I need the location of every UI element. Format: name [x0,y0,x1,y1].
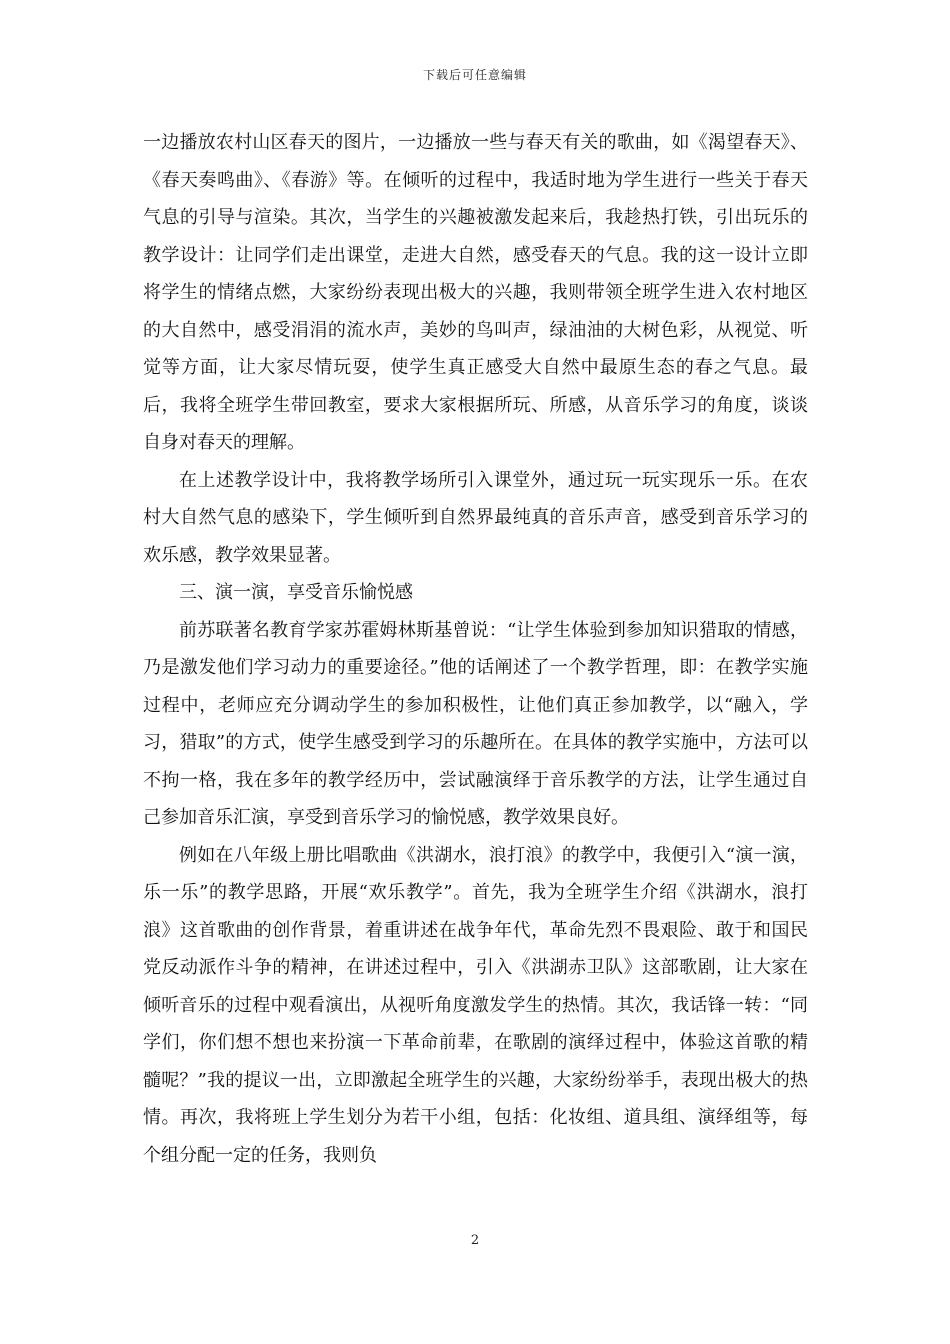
section-heading: 三、演一演，享受音乐愉悦感 [179,582,413,603]
paragraph-1: 一边播放农村山区春天的图片，一边播放一些与春天有关的歌曲，如《渴望春天》、《春天奏鸣曲》、《春游》等。在倾听的过程中，我适时地为学生进行一些关于春天气息的引导与渲染。其次，当学生的兴趣被激发起来后，我趁热打铁，引出玩乐的教学设计：让同学们走出课堂，走进大自然，感受春天的气息。我的这一设计立即将学生的情绪点燃，大家纷纷表现出极大的兴趣，我则带领全班学生进入农村地区的大自然中，感受涓涓的流水声，美妙的鸟叫声，绿油油的大树色彩，从视觉、听觉等方面，让大家尽情玩耍，使学生真正感受大自然中最原生态的春之气息。最后，我将全班学生带回教室，要求大家根据所玩、所感，从音乐学习的角度，谈谈自身对春天的理解。 [143,132,808,453]
paragraph-2: 在上述教学设计中，我将教学场所引入课堂外，通过玩一玩实现乐一乐。在农村大自然气息的感染下，学生倾听到自然界最纯真的音乐声音，感受到音乐学习的欢乐感，教学效果显著。 [143,469,808,566]
page-number: 2 [470,1233,480,1248]
document-body [143,124,808,1174]
paragraph-3: 前苏联著名教育学家苏霍姆林斯基曾说：“让学生体验到参加知识猎取的情感，乃是激发他们学习动力的重要途径。”他的话阐述了一个教学哲理，即：在教学实施过程中，老师应充分调动学生的参加积极性，让他们真正参加教学，以“融入，学习，猎取”的方式，使学生感受到学习的乐趣所在。在具体的教学实施中，方法可以不拘一格，我在多年的教学经历中，尝试融演绎于音乐教学的方法，让学生通过自己参加音乐汇演，享受到音乐学习的愉悦感，教学效果良好。 [143,619,808,828]
page-header: 下载后可任意编辑 [422,68,527,82]
paragraph-4: 例如在八年级上册比唱歌曲《洪湖水，浪打浪》的教学中，我便引入“演一演，乐一乐”的教学思路，开展“欢乐教学”。首先，我为全班学生介绍《洪湖水，浪打浪》这首歌曲的创作背景，着重讲述在战争年代，革命先烈不畏艰险、敢于和国民党反动派作斗争的精神，在讲述过程中，引入《洪湖赤卫队》这部歌剧，让大家在倾听音乐的过程中观看演出，从视听角度激发学生的热情。其次，我话锋一转：“同学们，你们想不想也来扮演一下革命前辈，在歌剧的演绎过程中，体验这首歌的精髓呢？”我的提议一出，立即激起全班学生的兴趣，大家纷纷举手，表现出极大的热情。再次，我将班上学生划分为若干小组，包括：化妆组、道具组、演绎组等，每个组分配一定的任务，我则负 [143,844,808,1166]
